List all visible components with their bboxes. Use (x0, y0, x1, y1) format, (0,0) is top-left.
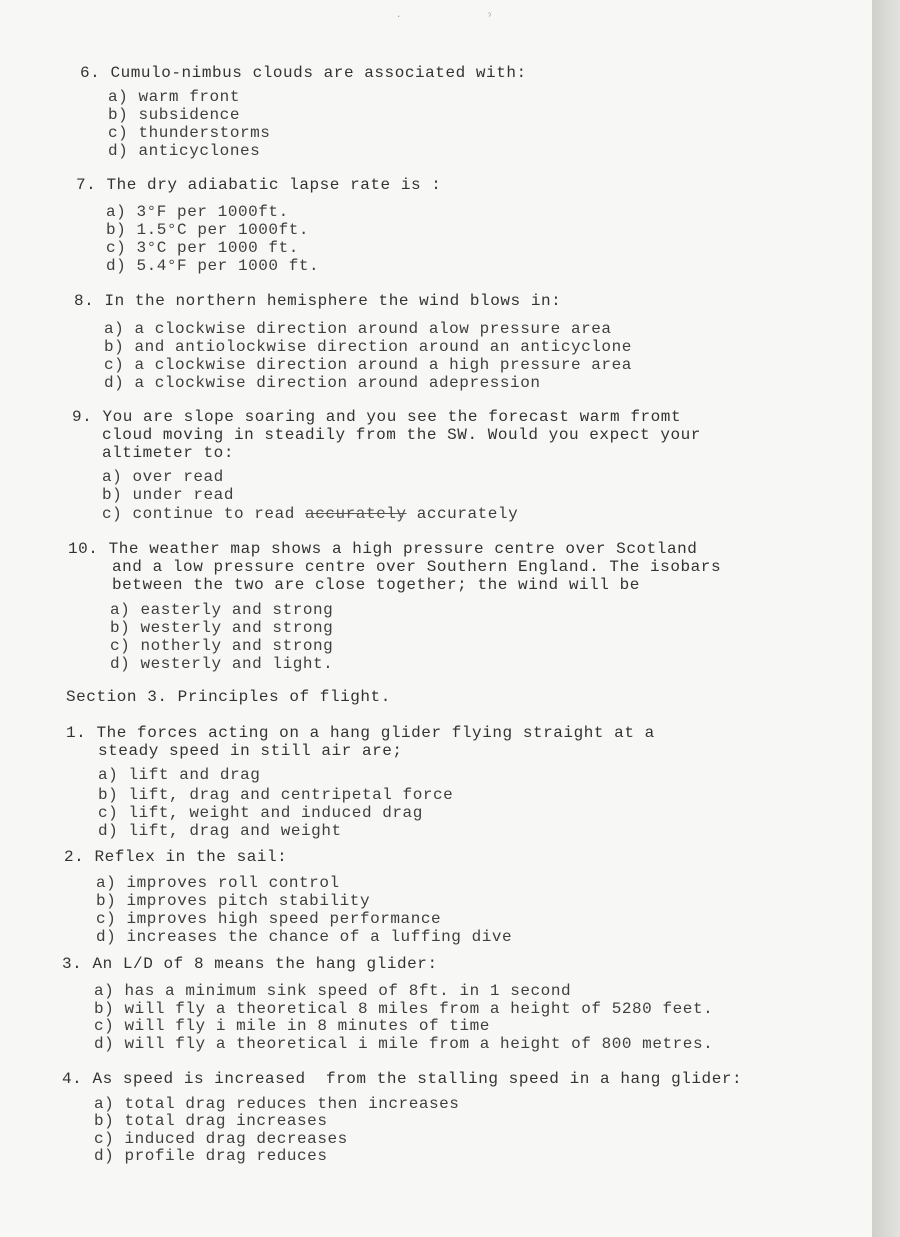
question-6-option-d: d) anticyclones (108, 142, 261, 160)
question-9-strikeout-typo: accurately (305, 505, 407, 523)
section3-question-2-option-c: c) improves high speed performance (96, 910, 442, 928)
question-9-option-b: b) under read (102, 486, 234, 504)
question-10-option-d: d) westerly and light. (110, 655, 334, 673)
question-6-text: 6. Cumulo-nimbus clouds are associated with: (80, 64, 527, 82)
question-8-option-b: b) and antiolockwise direction around an anticyclone (104, 338, 632, 356)
section3-question-1-text-line-2: steady speed in still air are; (98, 742, 403, 760)
section3-question-2-option-d: d) increases the chance of a luffing dive (96, 928, 513, 946)
question-9-option-c-text: c) continue to read (102, 505, 295, 523)
section-3-title: Section 3. Principles of flight. (66, 688, 391, 706)
section3-question-4-option-c: c) induced drag decreases (94, 1130, 348, 1148)
question-7-option-c: c) 3°C per 1000 ft. (106, 239, 299, 257)
question-9-option-a: a) over read (102, 468, 224, 486)
question-9-text-line-1: 9. You are slope soaring and you see the forecast warm fromt (72, 408, 682, 426)
section3-question-3-text: 3. An L/D of 8 means the hang glider: (62, 955, 438, 973)
section3-question-1-option-a: a) lift and drag (98, 766, 261, 784)
question-7-option-b: b) 1.5°C per 1000ft. (106, 221, 310, 239)
question-6-option-a: a) warm front (108, 88, 240, 106)
question-10-text-line-1: 10. The weather map shows a high pressure centre over Scotland (68, 540, 698, 558)
section3-question-4-option-b: b) total drag increases (94, 1112, 328, 1130)
question-8-option-d: d) a clockwise direction around adepression (104, 374, 541, 392)
section3-question-2-option-b: b) improves pitch stability (96, 892, 371, 910)
section3-question-2-text: 2. Reflex in the sail: (64, 848, 288, 866)
section3-question-3-option-a: a) has a minimum sink speed of 8ft. in 1 second (94, 982, 572, 1000)
question-10-text-line-2: and a low pressure centre over Southern England. The isobars (112, 558, 722, 576)
question-10-option-c: c) notherly and strong (110, 637, 334, 655)
question-10-option-b: b) westerly and strong (110, 619, 334, 637)
section3-question-4-text: 4. As speed is increased from the stalling speed in a hang glider: (62, 1070, 743, 1088)
question-6-option-c: c) thunderstorms (108, 124, 271, 142)
question-7-option-a: a) 3°F per 1000ft. (106, 203, 289, 221)
section3-question-1-option-d: d) lift, drag and weight (98, 822, 342, 840)
section3-question-1-text-line-1: 1. The forces acting on a hang glider flying straight at a (66, 724, 655, 742)
question-9-option-c-end: accurately (416, 505, 519, 523)
section3-question-4-option-a: a) total drag reduces then increases (94, 1095, 460, 1113)
question-8-option-c: c) a clockwise direction around a high pressure area (104, 356, 632, 374)
question-9-option-c (102, 505, 518, 523)
page-speck-marks: · ˀ (396, 12, 533, 22)
question-10-option-a: a) easterly and strong (110, 601, 334, 619)
section3-question-4-option-d: d) profile drag reduces (94, 1147, 328, 1165)
section3-question-1-option-b: b) lift, drag and centripetal force (98, 786, 454, 804)
scanner-edge-shadow (872, 0, 900, 1237)
section3-question-3-option-d: d) will fly a theoretical i mile from a height of 800 metres. (94, 1035, 714, 1053)
section3-question-3-option-c: c) will fly i mile in 8 minutes of time (94, 1017, 490, 1035)
question-8-text: 8. In the northern hemisphere the wind blows in: (74, 292, 562, 310)
section3-question-3-option-b: b) will fly a theoretical 8 miles from a height of 5280 feet. (94, 1000, 714, 1018)
question-10-text-line-3: between the two are close together; the wind will be (112, 576, 640, 594)
question-9-text-line-2: cloud moving in steadily from the SW. Would you expect your (102, 426, 701, 444)
question-7-option-d: d) 5.4°F per 1000 ft. (106, 257, 320, 275)
question-8-option-a: a) a clockwise direction around alow pressure area (104, 320, 612, 338)
question-6-option-b: b) subsidence (108, 106, 240, 124)
section3-question-1-option-c: c) lift, weight and induced drag (98, 804, 423, 822)
section3-question-2-option-a: a) improves roll control (96, 874, 340, 892)
question-7-text: 7. The dry adiabatic lapse rate is : (76, 176, 442, 194)
question-9-text-line-3: altimeter to: (102, 444, 234, 462)
